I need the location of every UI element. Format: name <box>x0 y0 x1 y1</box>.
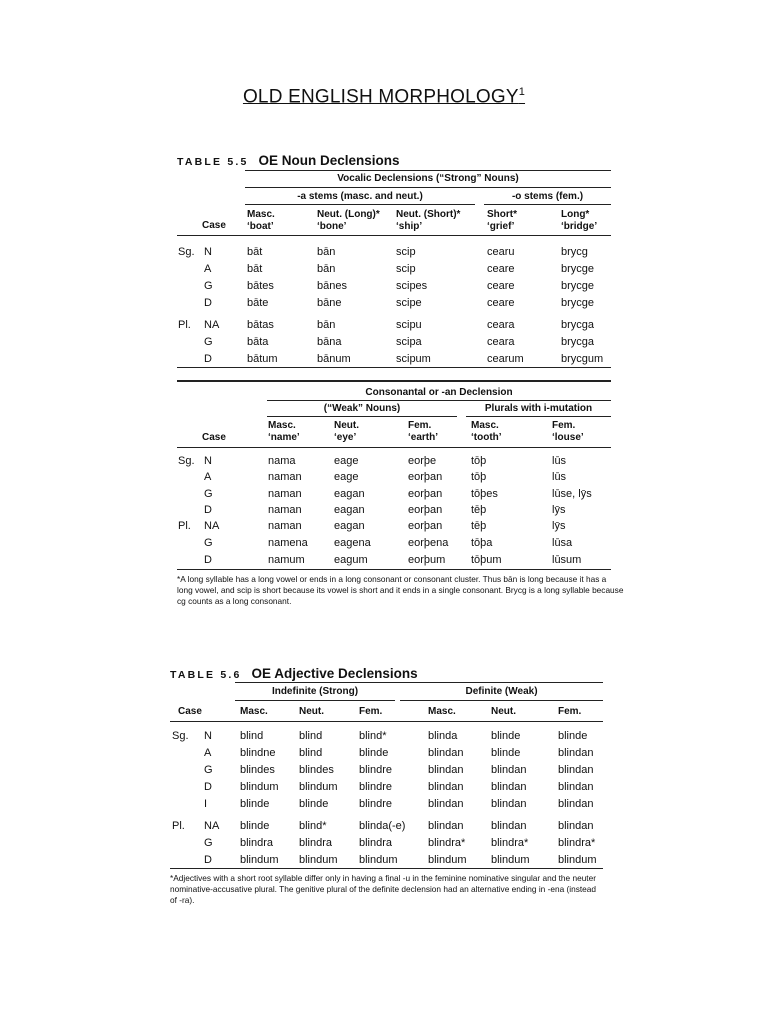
weak-nouns-title: (“Weak” Nouns) <box>323 403 401 414</box>
column-header: Fem. <box>552 420 576 431</box>
row-case-label: NA <box>204 319 220 331</box>
table-cell: eagena <box>334 537 371 549</box>
table-cell: brycg <box>561 246 588 258</box>
table-cell: blindum <box>558 854 597 866</box>
table-cell: blinde <box>558 730 588 742</box>
table-cell: blindra* <box>491 837 529 849</box>
column-header: Short* <box>487 209 517 220</box>
column-header-gloss: ‘bridge’ <box>561 221 598 232</box>
table-cell: cearu <box>487 246 515 258</box>
table-5-6-title: OE Adjective Declensions <box>251 666 418 681</box>
column-header-gloss: ‘grief’ <box>487 221 515 232</box>
column-header: Neut. <box>299 706 324 717</box>
table-cell: bāt <box>247 263 263 275</box>
table-cell: blind <box>240 730 264 742</box>
column-header-gloss: ‘bone’ <box>317 221 347 232</box>
table-cell: eagan <box>334 504 365 516</box>
row-case-label: D <box>204 854 212 866</box>
table-cell: scip <box>396 246 416 258</box>
vocalic-declensions-title: Vocalic Declensions (“Strong” Nouns) <box>337 173 519 184</box>
table-cell: bātes <box>247 280 274 292</box>
table-cell: blindne <box>240 747 276 759</box>
table-cell: naman <box>268 488 302 500</box>
table-cell: blindum <box>428 854 467 866</box>
table-cell: scipu <box>396 319 422 331</box>
table-cell: bāta <box>247 336 269 348</box>
table-cell: blinde <box>491 747 521 759</box>
table-cell: blindan <box>428 781 464 793</box>
table-cell: lūs <box>552 471 567 483</box>
column-header: Long* <box>561 209 590 220</box>
row-number-label: Sg. <box>178 246 195 258</box>
column-header-gloss: ‘boat’ <box>247 221 274 232</box>
table-cell: lȳs <box>552 504 566 516</box>
rule <box>267 416 457 417</box>
table-cell: blindum <box>299 781 338 793</box>
table-cell: blindan <box>428 747 464 759</box>
row-number-label: Sg. <box>172 730 189 742</box>
table-cell: scip <box>396 263 416 275</box>
table-cell: blinde <box>491 730 521 742</box>
table-cell: blind <box>299 730 323 742</box>
row-case-label: G <box>204 837 213 849</box>
footnote-line: *A long syllable has a long vowel or ends in a long consonant or consonant cluster. Thus bān is long because it has a <box>177 574 607 584</box>
table-5-6-footnote <box>170 873 596 906</box>
table-cell: blindum <box>491 854 530 866</box>
table-cell: blindra* <box>558 837 596 849</box>
rule <box>177 380 611 382</box>
rule <box>484 204 611 205</box>
o-stems-title: -o stems (fem.) <box>511 191 584 202</box>
table-cell: brycge <box>561 297 595 309</box>
rule <box>177 235 611 236</box>
table-cell: brycga <box>561 336 595 348</box>
row-number-label: Pl. <box>178 319 191 331</box>
table-5-6-label: TABLE 5.6 <box>170 669 242 681</box>
column-header: Fem. <box>558 706 582 717</box>
row-case-label: NA <box>204 820 220 832</box>
table-cell: blindra <box>299 837 333 849</box>
column-header-gloss: ‘eye’ <box>334 432 357 443</box>
table-cell: blindes <box>240 764 275 776</box>
row-case-label: NA <box>204 520 220 532</box>
table-cell: eage <box>334 455 359 467</box>
table-cell: namena <box>268 537 308 549</box>
table-cell: brycga <box>561 319 595 331</box>
column-header-gloss: ‘tooth’ <box>471 432 502 443</box>
table-cell: blindan <box>558 798 594 810</box>
row-case-label: G <box>204 488 213 500</box>
table-cell: blinde <box>359 747 389 759</box>
table-cell: blindan <box>428 764 464 776</box>
column-header: Fem. <box>408 420 432 431</box>
table-cell: bāne <box>317 297 342 309</box>
table-cell: brycge <box>561 280 595 292</box>
column-header: Neut. <box>334 420 359 431</box>
table-5-5-label: TABLE 5.5 <box>177 156 249 168</box>
table-5-5-footnote <box>177 574 623 607</box>
footnote-line: long vowel, and scip is short because its vowel is short and it ends in a single consonant. Brycg is a long syllable because <box>177 585 624 595</box>
document-title <box>0 86 768 108</box>
table-cell: blindum <box>240 854 279 866</box>
row-case-label: G <box>204 336 213 348</box>
column-header-gloss: ‘louse’ <box>552 432 584 443</box>
footnote-line: of -ra). <box>170 895 195 905</box>
table-cell: blindum <box>359 854 398 866</box>
table-cell: blindan <box>491 820 527 832</box>
table-cell: blindum <box>299 854 338 866</box>
table-5-5-heading <box>177 153 400 168</box>
rule <box>245 187 611 188</box>
rule <box>177 569 611 570</box>
document-title-text: OLD ENGLISH MORPHOLOGY <box>242 86 519 108</box>
table-cell: eorþena <box>408 537 449 549</box>
table-cell: blindan <box>491 764 527 776</box>
rule <box>170 868 603 869</box>
table-cell: bātum <box>247 353 278 365</box>
table-cell: blindan <box>428 820 464 832</box>
table-cell: bāte <box>247 297 269 309</box>
column-header: Neut. (Short)* <box>396 209 461 220</box>
row-number-label: Pl. <box>172 820 185 832</box>
table-cell: bāna <box>317 336 342 348</box>
table-cell: blind* <box>359 730 387 742</box>
table-cell: brycgum <box>561 353 604 365</box>
row-number-label: Pl. <box>178 520 191 532</box>
row-case-label: G <box>204 537 213 549</box>
table-cell: tōþa <box>471 537 493 549</box>
table-cell: bān <box>317 263 336 275</box>
table-cell: eagum <box>334 554 368 566</box>
table-cell: lūse, lȳs <box>552 488 592 500</box>
table-cell: blinda(-e) <box>359 820 406 832</box>
table-cell: scipe <box>396 297 422 309</box>
column-header: Neut. <box>491 706 516 717</box>
row-case-label: A <box>204 263 212 275</box>
row-case-label: N <box>204 730 212 742</box>
table-cell: blindra <box>240 837 274 849</box>
table-cell: nama <box>268 455 296 467</box>
table-cell: blinda <box>428 730 458 742</box>
footnote-line: cg counts as a long consonant. <box>177 596 292 606</box>
row-case-label: N <box>204 455 212 467</box>
table-cell: tōþ <box>471 455 487 467</box>
table-5-5-title: OE Noun Declensions <box>258 153 400 168</box>
table-cell: lūsum <box>552 554 582 566</box>
consonantal-declension-title: Consonantal or -an Declension <box>365 387 513 398</box>
a-stems-title: -a stems (masc. and neut.) <box>297 191 423 202</box>
table-cell: cearum <box>487 353 524 365</box>
row-case-label: D <box>204 353 212 365</box>
case-header: Case <box>178 706 202 717</box>
table-cell: eorþe <box>408 455 437 467</box>
table-cell: ceare <box>487 280 515 292</box>
table-cell: eorþum <box>408 554 446 566</box>
table-cell: ceara <box>487 336 515 348</box>
footnote-line: *Adjectives with a short root syllable differ only in having a final -u in the feminine nominative singular and the neuter <box>170 873 596 883</box>
table-cell: blindum <box>240 781 279 793</box>
table-cell: blindan <box>558 747 594 759</box>
row-case-label: D <box>204 554 212 566</box>
table-cell: tōþ <box>471 471 487 483</box>
table-cell: blindan <box>558 764 594 776</box>
row-case-label: D <box>204 781 212 793</box>
rule <box>245 170 611 171</box>
row-case-label: A <box>204 471 212 483</box>
table-cell: blinde <box>240 798 270 810</box>
table-cell: eorþan <box>408 520 443 532</box>
table-cell: blindan <box>558 781 594 793</box>
table-cell: eorþan <box>408 488 443 500</box>
table-cell: blindan <box>491 798 527 810</box>
table-cell: tēþ <box>471 520 487 532</box>
column-header: Masc. <box>268 420 296 431</box>
table-cell: blindan <box>491 781 527 793</box>
table-cell: tēþ <box>471 504 487 516</box>
table-cell: eagan <box>334 520 365 532</box>
table-cell: lȳs <box>552 520 566 532</box>
table-cell: lūsa <box>552 537 573 549</box>
definite-title: Definite (Weak) <box>465 686 538 697</box>
table-cell: bānes <box>317 280 347 292</box>
table-cell: blinde <box>240 820 270 832</box>
column-header: Masc. <box>240 706 268 717</box>
row-number-label: Sg. <box>178 455 195 467</box>
table-cell: blind* <box>299 820 327 832</box>
table-cell: lūs <box>552 455 567 467</box>
table-cell: bānum <box>317 353 351 365</box>
case-header: Case <box>202 220 226 231</box>
table-cell: scipum <box>396 353 431 365</box>
table-cell: brycge <box>561 263 595 275</box>
row-case-label: D <box>204 297 212 309</box>
table-cell: eage <box>334 471 359 483</box>
footnote-line: nominative-accusative plural. The genitive plural of the definite declension had an alternative ending in -ena (instead <box>170 884 597 894</box>
table-cell: blinde <box>299 798 329 810</box>
table-cell: naman <box>268 520 302 532</box>
table-cell: naman <box>268 504 302 516</box>
table-cell: blindra <box>359 837 393 849</box>
table-cell: blindan <box>558 820 594 832</box>
table-cell: ceara <box>487 319 515 331</box>
table-cell: bātas <box>247 319 274 331</box>
rule <box>177 447 611 448</box>
table-cell: bān <box>317 246 336 258</box>
column-header: Masc. <box>247 209 275 220</box>
row-case-label: I <box>204 798 208 810</box>
table-5-6-heading <box>170 666 418 681</box>
column-header-gloss: ‘name’ <box>268 432 300 443</box>
table-cell: tōþes <box>471 488 498 500</box>
table-cell: scipa <box>396 336 422 348</box>
table-cell: blindes <box>299 764 334 776</box>
rule <box>177 367 611 368</box>
row-case-label: N <box>204 246 212 258</box>
table-cell: ceare <box>487 263 515 275</box>
rule <box>170 721 603 722</box>
column-header-gloss: ‘earth’ <box>408 432 439 443</box>
case-header: Case <box>202 432 226 443</box>
column-header: Neut. (Long)* <box>317 209 380 220</box>
row-case-label: G <box>204 764 213 776</box>
table-cell: blindan <box>428 798 464 810</box>
table-cell: blindre <box>359 781 393 793</box>
table-cell: eorþan <box>408 504 443 516</box>
rule <box>235 700 395 701</box>
table-cell: bāt <box>247 246 263 258</box>
table-cell: blindra* <box>428 837 466 849</box>
rule <box>235 682 603 683</box>
table-cell: blind <box>299 747 323 759</box>
row-case-label: G <box>204 280 213 292</box>
column-header: Masc. <box>471 420 499 431</box>
column-header: Fem. <box>359 706 383 717</box>
indefinite-title: Indefinite (Strong) <box>271 686 359 697</box>
rule <box>466 416 611 417</box>
rule <box>267 400 611 401</box>
row-case-label: D <box>204 504 212 516</box>
rule <box>400 700 603 701</box>
table-cell: scipes <box>396 280 428 292</box>
table-cell: blindre <box>359 798 393 810</box>
table-cell: naman <box>268 471 302 483</box>
table-cell: bān <box>317 319 336 331</box>
column-header: Masc. <box>428 706 456 717</box>
footnote-marker: 1 <box>518 86 526 98</box>
i-mutation-title: Plurals with i-mutation <box>484 403 593 414</box>
table-cell: eorþan <box>408 471 443 483</box>
row-case-label: A <box>204 747 212 759</box>
table-cell: eagan <box>334 488 365 500</box>
rule <box>245 204 475 205</box>
table-cell: ceare <box>487 297 515 309</box>
table-cell: blindre <box>359 764 393 776</box>
table-cell: tōþum <box>471 554 502 566</box>
column-header-gloss: ‘ship’ <box>396 221 423 232</box>
table-cell: namum <box>268 554 305 566</box>
